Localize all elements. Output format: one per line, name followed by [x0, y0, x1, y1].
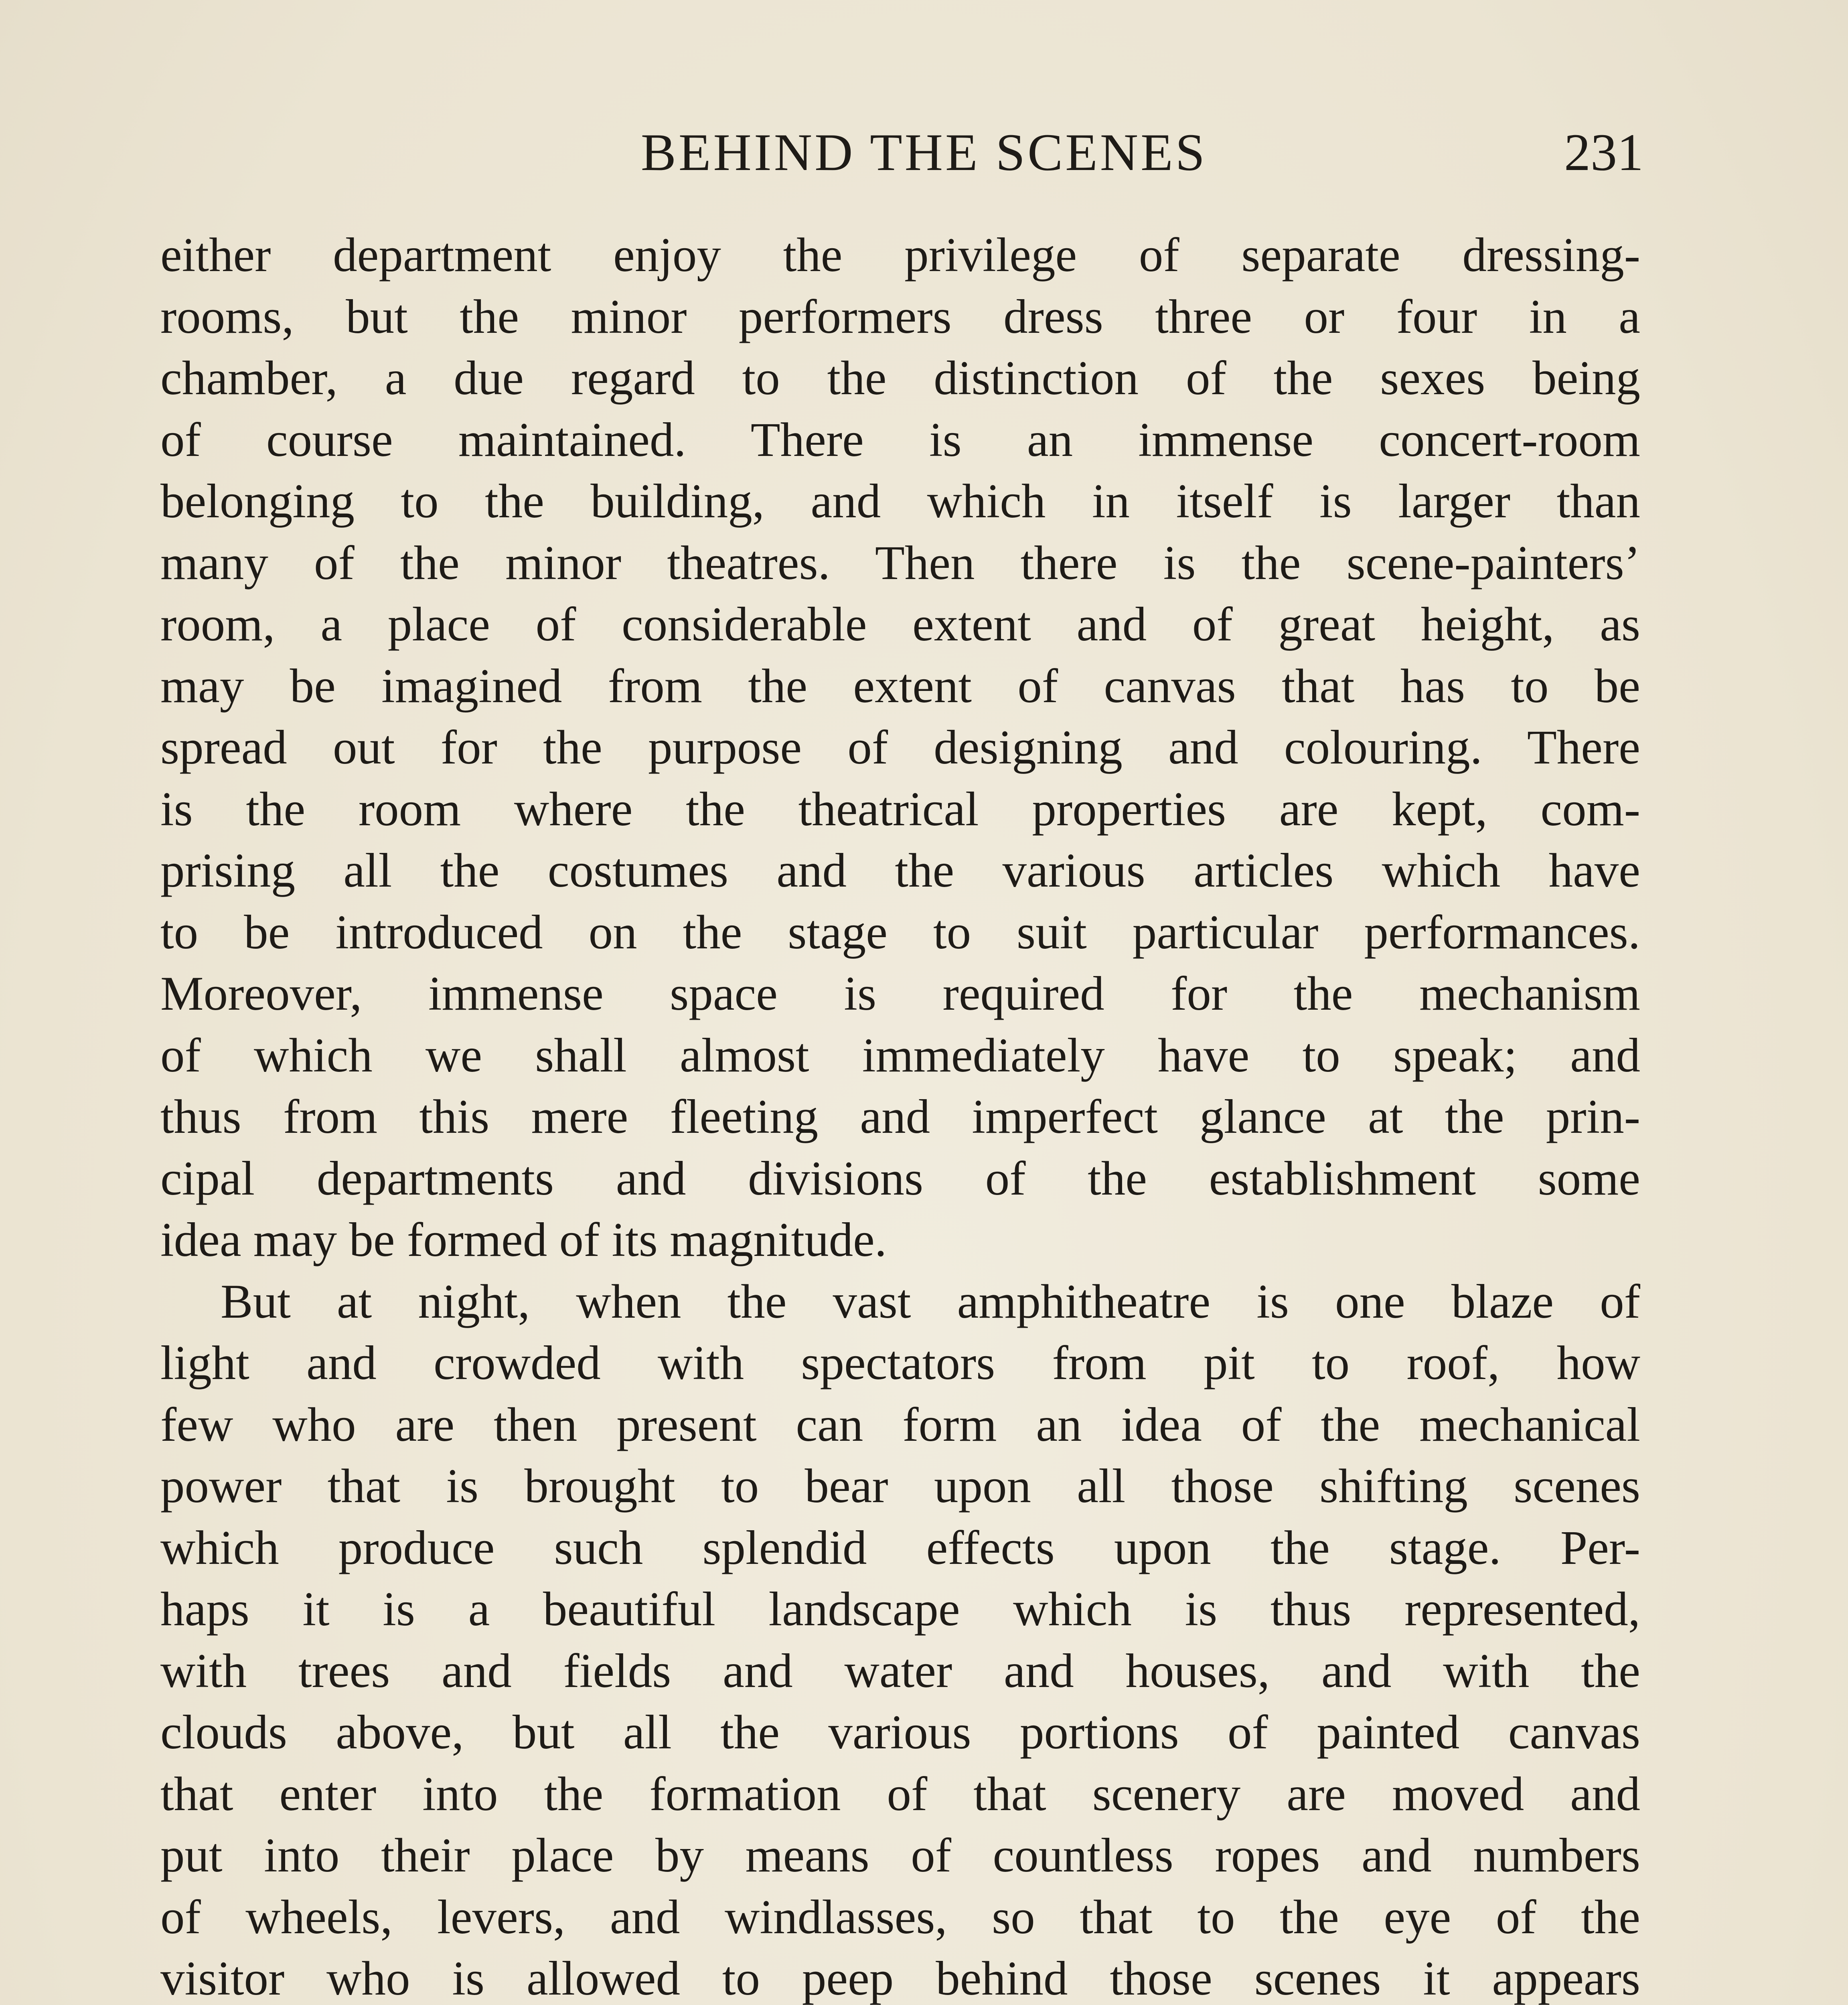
text-line: with trees and fields and water and houses, and with the — [160, 1644, 1640, 1698]
text-line: either department enjoy the privilege of separate dressing- — [160, 228, 1640, 282]
text-line: few who are then present can form an idea of the mechanical — [160, 1397, 1640, 1452]
text-line: of which we shall almost immediately have to speak; and — [160, 1028, 1640, 1082]
text-line: which produce such splendid effects upon the stage. Per- — [160, 1521, 1640, 1575]
text-line: light and crowded with spectators from pit to roof, how — [160, 1336, 1640, 1390]
text-line: haps it is a beautiful landscape which is thus represented, — [160, 1582, 1640, 1636]
text-line: is the room where the theatrical properties are kept, com- — [160, 782, 1640, 836]
text-line: of course maintained. There is an immense concert-room — [160, 413, 1640, 467]
paragraph-start-line: But at night, when the vast amphitheatre is one blaze of — [221, 1274, 1640, 1329]
text-line: of wheels, levers, and windlasses, so that to the eye of the — [160, 1890, 1640, 1944]
text-line: rooms, but the minor performers dress three or four in a — [160, 290, 1640, 344]
text-line: clouds above, but all the various portions of painted canvas — [160, 1705, 1640, 1759]
paragraph-end-line: idea may be formed of its magnitude. — [160, 1213, 887, 1267]
text-line: prising all the costumes and the various articles which have — [160, 844, 1640, 897]
text-line: cipal departments and divisions of the establishment some — [160, 1151, 1640, 1205]
body-text — [160, 225, 1640, 2005]
text-line: put into their place by means of countless ropes and numbers — [160, 1829, 1640, 1882]
text-line: may be imagined from the extent of canvas that has to be — [160, 659, 1640, 713]
text-line: room, a place of considerable extent and of great height, as — [160, 597, 1640, 651]
text-line: chamber, a due regard to the distinction of the sexes being — [160, 351, 1640, 405]
text-line: spread out for the purpose of designing and colouring. There — [160, 721, 1640, 774]
page-header — [0, 112, 1848, 192]
text-line: thus from this mere fleeting and imperfect glance at the prin- — [160, 1090, 1640, 1144]
page-number: 231 — [1564, 123, 1643, 182]
text-line: that enter into the formation of that scenery are moved and — [160, 1767, 1640, 1821]
running-head: BEHIND THE SCENES — [640, 123, 1208, 182]
text-line: many of the minor theatres. Then there is the scene-painters’ — [160, 536, 1640, 590]
text-line: power that is brought to bear upon all those shifting scenes — [160, 1459, 1640, 1513]
text-line: visitor who is allowed to peep behind those scenes it appears — [160, 1952, 1640, 2005]
text-line: to be introduced on the stage to suit particular performances. — [160, 905, 1640, 959]
text-line: Moreover, immense space is required for the mechanism — [160, 967, 1640, 1021]
text-line: belonging to the building, and which in itself is larger than — [160, 474, 1640, 528]
